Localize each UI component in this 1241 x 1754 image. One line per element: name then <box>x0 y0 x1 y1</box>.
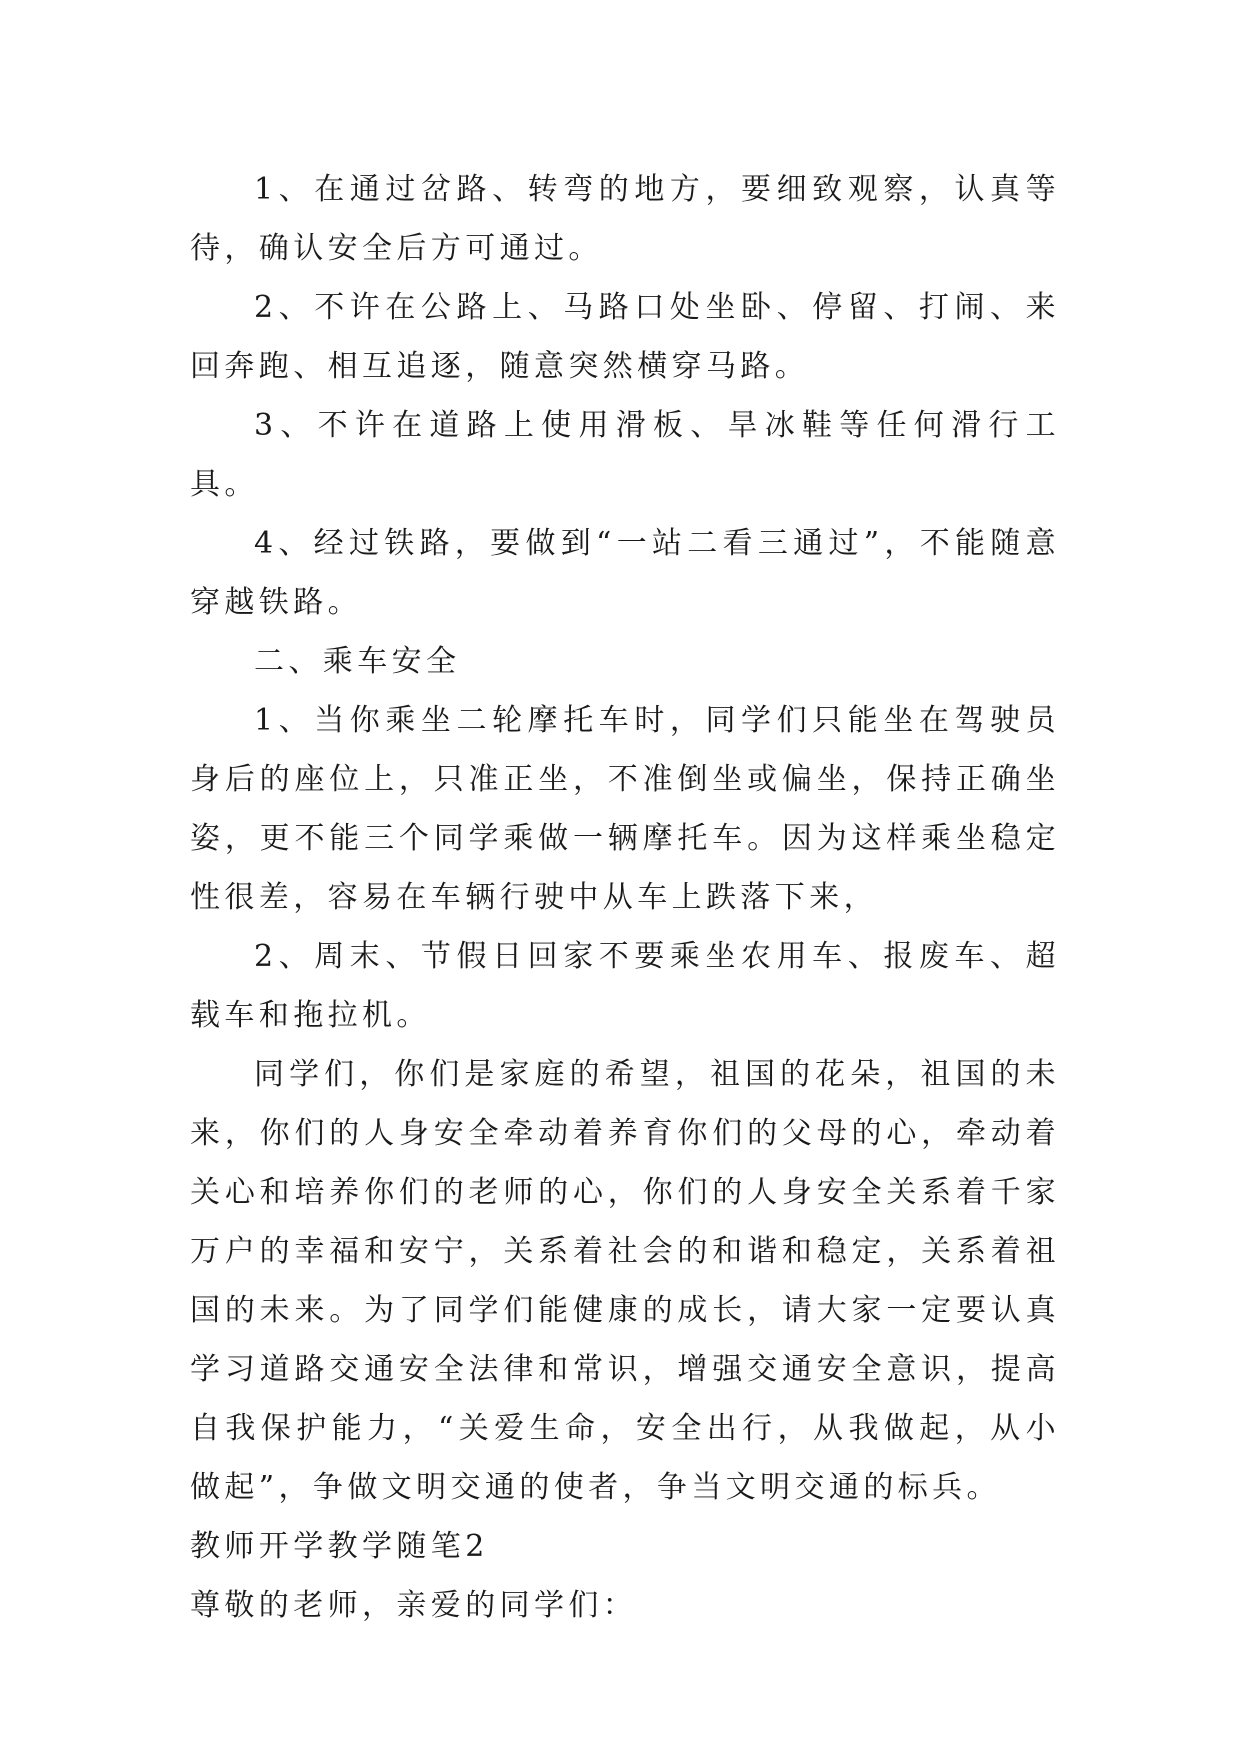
document-page <box>190 160 1060 1635</box>
paragraph-skating-rule: 3、不许在道路上使用滑板、旱冰鞋等任何滑行工具。 <box>190 408 1060 502</box>
document-title: 教师开学教学随笔2 <box>190 1529 489 1564</box>
paragraph-vehicle-rule: 2、周末、节假日回家不要乘坐农用车、报废车、超载车和拖拉机。 <box>190 939 1060 1033</box>
paragraph-crossing-rule: 1、在通过岔路、转弯的地方，要细致观察，认真等待，确认安全后方可通过。 <box>190 172 1060 266</box>
section-heading-riding-safety: 二、乘车安全 <box>254 644 461 679</box>
paragraph-road-behavior-rule: 2、不许在公路上、马路口处坐卧、停留、打闹、来回奔跑、相互追逐，随意突然横穿马路。 <box>190 290 1060 384</box>
paragraph-motorcycle-rule: 1、当你乘坐二轮摩托车时，同学们只能坐在驾驶员身后的座位上，只准正坐，不准倒坐或偏坐，保持正确坐姿，更不能三个同学乘做一辆摩托车。因为这样乘坐稳定性很差，容易在车辆行驶中从车上跌落下来， <box>190 703 1060 915</box>
salutation: 尊敬的老师，亲爱的同学们： <box>190 1588 638 1623</box>
paragraph-railway-rule: 4、经过铁路，要做到“一站二看三通过”，不能随意穿越铁路。 <box>190 526 1060 620</box>
paragraph-closing-appeal: 同学们，你们是家庭的希望，祖国的花朵，祖国的未来，你们的人身安全牵动着养育你们的父母的心，牵动着关心和培养你们的老师的心，你们的人身安全关系着千家万户的幸福和安宁，关系着社会的和谐和稳定，关系着祖国的未来。为了同学们能健康的成长，请大家一定要认真学习道路交通安全法律和常识，增强交通安全意识，提高自我保护能力，“关爱生命，安全出行，从我做起，从小做起”，争做文明交通的使者，争当文明交通的标兵。 <box>190 1057 1060 1505</box>
